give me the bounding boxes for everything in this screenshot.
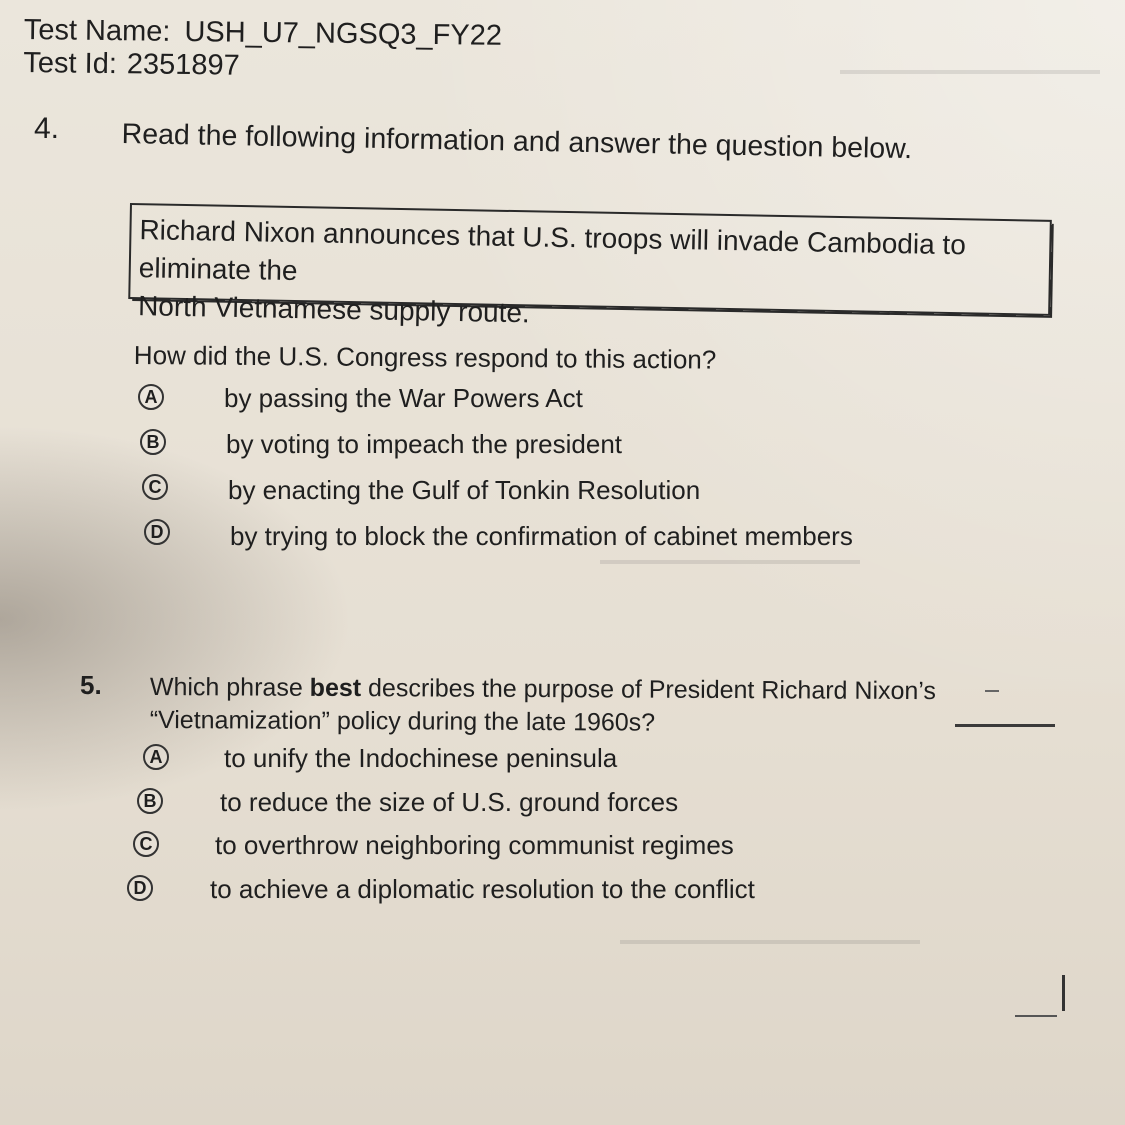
bleed-through-marks <box>840 70 1100 74</box>
q4-choice-a[interactable] <box>138 383 583 413</box>
q4-choice-d[interactable] <box>144 519 853 551</box>
question-5-bold-word: best <box>309 673 362 703</box>
q5-bubble-c[interactable]: C <box>133 831 159 857</box>
q5-choice-a-text: to unify the Indochinese peninsula <box>224 743 618 773</box>
test-id-label: Test Id: <box>23 46 118 81</box>
question-4-text: How did the U.S. Congress respond to this action? <box>133 340 717 375</box>
q5-choice-d[interactable] <box>127 874 755 904</box>
bleed-through-marks <box>620 940 920 944</box>
q4-bubble-d[interactable]: D <box>144 519 170 545</box>
q4-bubble-a[interactable]: A <box>138 384 164 410</box>
passage-line-1: Richard Nixon announces that U.S. troops will invade Cambodia to eliminate the <box>138 214 967 287</box>
test-header <box>23 14 502 86</box>
q4-bubble-b[interactable]: B <box>140 429 166 455</box>
q4-choice-c-text: by enacting the Gulf of Tonkin Resolution <box>228 475 701 505</box>
question-5-pre: Which phrase <box>149 673 310 702</box>
q5-bubble-a[interactable]: A <box>143 744 169 770</box>
q5-bubble-b[interactable]: B <box>137 788 163 814</box>
q5-choice-b-text: to reduce the size of U.S. ground forces <box>220 787 679 817</box>
pencil-mark <box>1062 975 1065 1011</box>
q4-choice-b[interactable] <box>140 429 623 459</box>
question-5-text <box>150 671 936 741</box>
pencil-mark <box>1015 1015 1057 1017</box>
q5-choice-b[interactable] <box>137 787 679 817</box>
pencil-mark <box>955 724 1055 727</box>
q4-choice-c[interactable] <box>142 474 701 505</box>
q5-bubble-d[interactable]: D <box>127 875 153 901</box>
q4-choice-b-text: by voting to impeach the president <box>226 429 623 459</box>
q5-choice-d-text: to achieve a diplomatic resolution to the conflict <box>210 874 755 904</box>
test-name-value: USH_U7_NGSQ3_FY22 <box>184 15 503 52</box>
q5-choice-c[interactable] <box>133 830 734 860</box>
question-5-line-2: “Vietnamization” policy during the late 1960s? <box>149 705 656 737</box>
q4-choice-a-text: by passing the War Powers Act <box>224 383 583 413</box>
question-4-number: 4. <box>34 112 60 145</box>
passage-line-2: North Vietnamese supply route. <box>137 290 531 329</box>
test-name-label: Test Name: <box>23 14 171 48</box>
q5-choice-a[interactable] <box>143 743 618 773</box>
q5-choice-c-text: to overthrow neighboring communist regimes <box>215 830 734 860</box>
bleed-through-marks <box>600 560 860 564</box>
pencil-mark <box>985 690 999 692</box>
q4-choice-d-text: by trying to block the confirmation of cabinet members <box>230 521 853 551</box>
passage-box <box>128 203 1052 329</box>
question-5-post: describes the purpose of President Richard Nixon’s <box>361 674 937 706</box>
q4-bubble-c[interactable]: C <box>142 474 168 500</box>
question-5-line-1 <box>150 671 936 708</box>
question-5-number: 5. <box>80 670 102 700</box>
test-id-value: 2351897 <box>126 48 240 82</box>
question-4-instruction: Read the following information and answer the question below. <box>121 118 913 166</box>
